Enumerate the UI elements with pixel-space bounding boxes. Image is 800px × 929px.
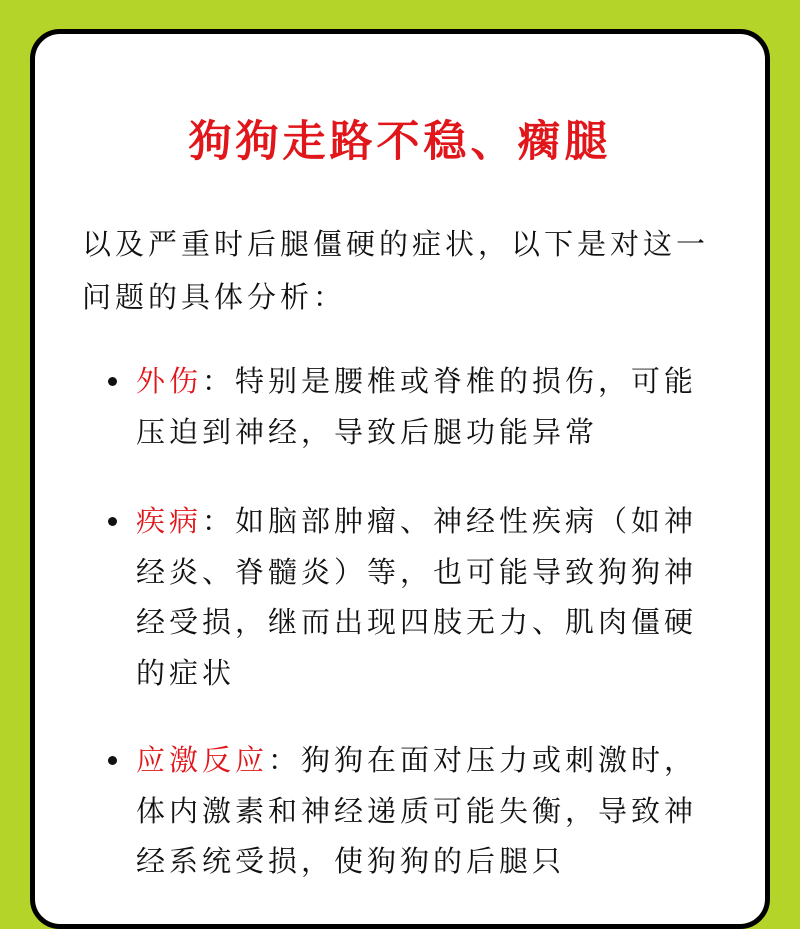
bullet-dot-icon bbox=[108, 377, 117, 386]
item-term: 外伤 bbox=[136, 364, 203, 398]
item-term: 疾病 bbox=[136, 504, 203, 538]
item-text: ：如脑部肿瘤、神经性疾病（如神经炎、脊髓炎）等，也可能导致狗狗神经受损，继而出现四肢无力、肌肉僵硬的症状 bbox=[136, 504, 698, 690]
intro-paragraph: 以及严重时后腿僵硬的症状，以下是对这一问题的具体分析： bbox=[82, 227, 710, 314]
bullet-list bbox=[102, 356, 712, 887]
bullet-dot-icon bbox=[108, 517, 117, 526]
item-text: ：狗狗在面对压力或刺激时，体内激素和神经递质可能失衡，导致神经系统受损，使狗狗的后腿只 bbox=[136, 743, 698, 878]
list-item bbox=[102, 356, 712, 457]
list-item bbox=[102, 496, 712, 698]
item-text: ：特别是腰椎或脊椎的损伤，可能压迫到神经，导致后腿功能异常 bbox=[136, 364, 698, 449]
bullet-dot-icon bbox=[108, 756, 117, 765]
item-term: 应激反应 bbox=[136, 743, 269, 777]
page-title: 狗狗走路不稳、瘸腿 bbox=[188, 117, 612, 167]
list-item bbox=[102, 735, 712, 887]
